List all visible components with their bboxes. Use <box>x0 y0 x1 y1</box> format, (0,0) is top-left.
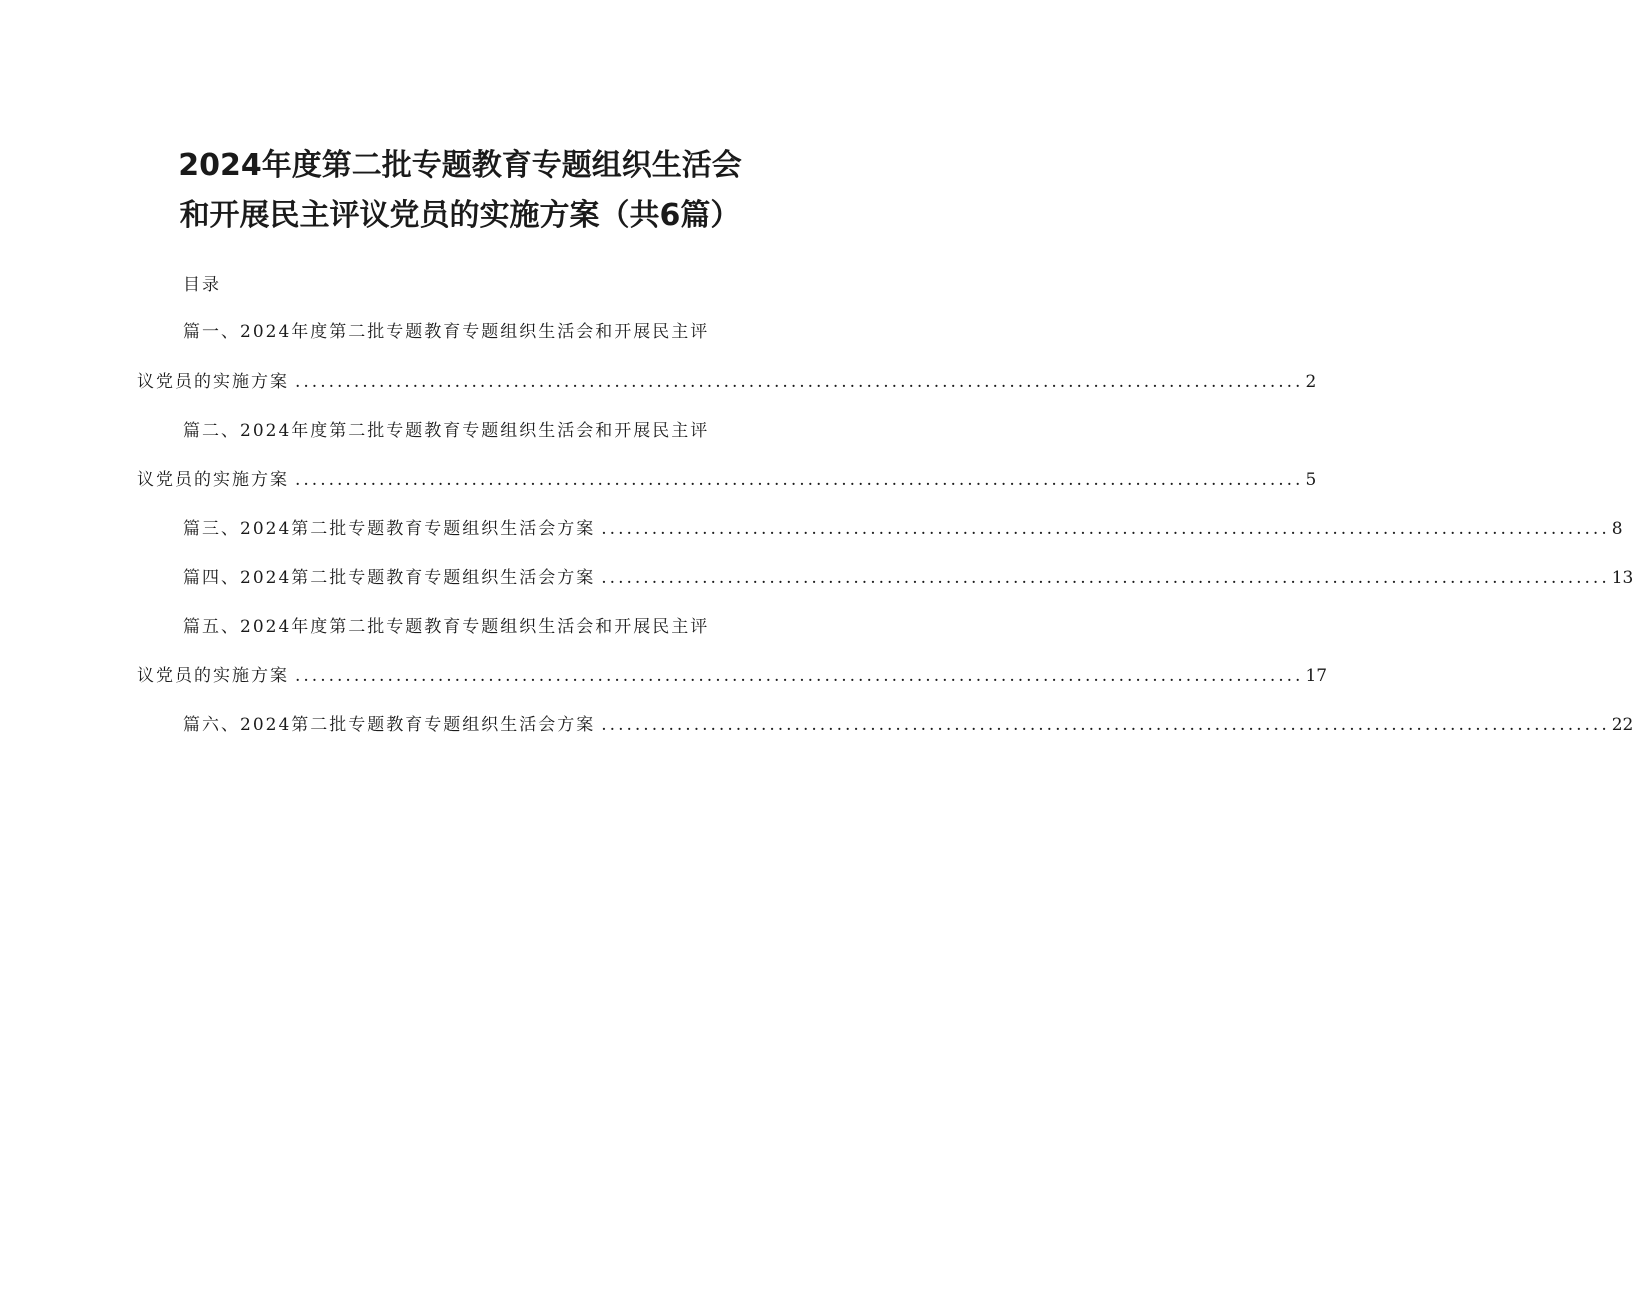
toc-leader-dots: ........................................................................................................................ <box>601 519 1610 539</box>
toc-entry-4-title: 篇四、2024第二批专题教育专题组织生活会方案 <box>183 568 596 588</box>
toc-entry-6[interactable] <box>183 713 1633 737</box>
toc-entry-2-title[interactable]: 篇二、2024年度第二批专题教育专题组织生活会和开展民主评 <box>183 421 710 441</box>
toc-entry-1-title[interactable]: 篇一、2024年度第二批专题教育专题组织生活会和开展民主评 <box>183 322 710 342</box>
toc-entry-5-title[interactable]: 篇五、2024年度第二批专题教育专题组织生活会和开展民主评 <box>183 617 710 637</box>
toc-entry-6-title: 篇六、2024第二批专题教育专题组织生活会方案 <box>183 715 596 735</box>
toc-entry-5[interactable] <box>137 664 1328 688</box>
toc-entry-4[interactable] <box>183 566 1633 590</box>
toc-entry-4-page: 13 <box>1611 568 1633 588</box>
document-title-line-1: 2024年度第二批专题教育专题组织生活会 <box>178 148 742 183</box>
toc-entry-3-page: 8 <box>1611 519 1623 539</box>
toc-entry-3[interactable] <box>183 517 1623 541</box>
toc-entry-1-continuation: 议党员的实施方案 <box>137 372 289 392</box>
toc-leader-dots: ........................................................................................................................ <box>295 666 1304 686</box>
toc-entry-2-page: 5 <box>1305 470 1317 490</box>
toc-entry-3-title: 篇三、2024第二批专题教育专题组织生活会方案 <box>183 519 596 539</box>
toc-entry-1-page: 2 <box>1305 372 1317 392</box>
toc-leader-dots: ........................................................................................................................ <box>295 372 1304 392</box>
toc-entry-2[interactable] <box>137 468 1317 492</box>
toc-entry-1[interactable] <box>137 370 1317 394</box>
toc-entry-6-page: 22 <box>1611 715 1633 735</box>
toc-entry-5-page: 17 <box>1305 666 1328 686</box>
toc-entry-2-continuation: 议党员的实施方案 <box>137 470 289 490</box>
toc-entry-5-continuation: 议党员的实施方案 <box>137 666 289 686</box>
toc-leader-dots: ........................................................................................................................ <box>601 715 1610 735</box>
toc-leader-dots: ........................................................................................................................ <box>295 470 1304 490</box>
toc-heading: 目录 <box>183 275 221 295</box>
document-title-line-2: 和开展民主评议党员的实施方案（共6篇） <box>179 198 741 233</box>
toc-leader-dots: ........................................................................................................................ <box>601 568 1610 588</box>
